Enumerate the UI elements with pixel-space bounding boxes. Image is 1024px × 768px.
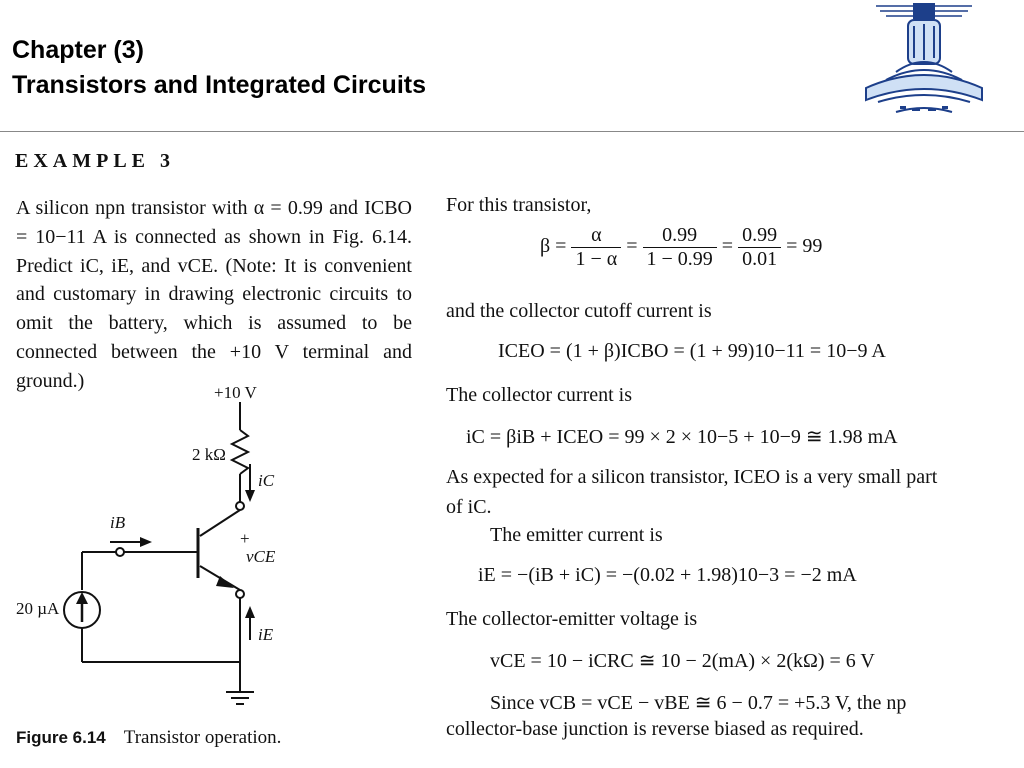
supply-label: +10 V <box>214 383 257 402</box>
expected-line-1: As expected for a silicon transistor, ICEO is a very small part <box>446 466 938 488</box>
solution-intro: For this transistor, <box>446 194 592 216</box>
beta-f1-num: α <box>571 224 621 248</box>
vce-text: The collector-emitter voltage is <box>446 608 698 630</box>
vce-plus: + <box>240 529 250 548</box>
beta-fraction-3 <box>738 224 781 271</box>
iceo-equation: ICEO = (1 + β)ICBO = (1 + 99)10−11 = 10−9 A <box>498 340 886 362</box>
problem-statement: A silicon npn transistor with α = 0.99 and ICBO = 10−11 A is connected as shown in Fig. 6.14. Predict iC, iE, and vCE. (Note: It is convenient and customary in drawing electronic circuits to omit the battery, which is assumed to be connected between the +10 V terminal and ground.) <box>16 197 412 392</box>
beta-f3-den: 0.01 <box>742 248 778 270</box>
figure-caption <box>16 727 281 749</box>
beta-fraction-1 <box>571 224 621 271</box>
emitter-text: The emitter current is <box>490 524 663 546</box>
university-logo <box>856 2 992 126</box>
beta-f2-num: 0.99 <box>643 224 717 248</box>
since-line-2: collector-base junction is reverse biased as required. <box>446 718 864 740</box>
beta-result: = 99 <box>786 235 823 258</box>
beta-f3-num: 0.99 <box>738 224 781 248</box>
beta-fraction-2 <box>643 224 717 271</box>
ib-label: iB <box>110 513 126 532</box>
ic-label: iC <box>258 471 275 490</box>
beta-eq-2: = <box>721 235 734 258</box>
expected-line-2: of iC. <box>446 496 492 518</box>
circuit-diagram <box>10 378 310 708</box>
ie-equation: iE = −(iB + iC) = −(0.02 + 1.98)10−3 = −2 mA <box>478 564 857 586</box>
beta-eq-1: = <box>626 235 638 258</box>
ic-equation: iC = βiB + ICEO = 99 × 2 × 10−5 + 10−9 ≅ 1.98 mA <box>466 426 898 448</box>
vce-equation: vCE = 10 − iCRC ≅ 10 − 2(mA) × 2(kΩ) = 6 V <box>490 650 875 672</box>
cutoff-text: and the collector cutoff current is <box>446 300 712 322</box>
ie-label: iE <box>258 625 274 644</box>
header-divider <box>0 131 1024 132</box>
resistor-label: 2 kΩ <box>192 445 226 464</box>
since-line-1: Since vCB = vCE − vBE ≅ 6 − 0.7 = +5.3 V, the np <box>490 692 907 714</box>
collector-text: The collector current is <box>446 384 633 406</box>
beta-equation <box>540 224 822 271</box>
figure-caption-text: Transistor operation. <box>123 727 282 748</box>
chapter-title: Chapter (3) <box>12 36 144 64</box>
vce-label: vCE <box>246 547 276 566</box>
example-label: EXAMPLE 3 <box>15 150 175 172</box>
source-label: 20 µA <box>16 599 60 618</box>
beta-lhs: β = <box>540 235 567 258</box>
beta-f1-den: 1 − α <box>575 248 618 270</box>
figure-number: Figure 6.14 <box>16 728 106 747</box>
chapter-subtitle: Transistors and Integrated Circuits <box>12 71 426 99</box>
beta-f2-den: 1 − 0.99 <box>646 248 713 270</box>
